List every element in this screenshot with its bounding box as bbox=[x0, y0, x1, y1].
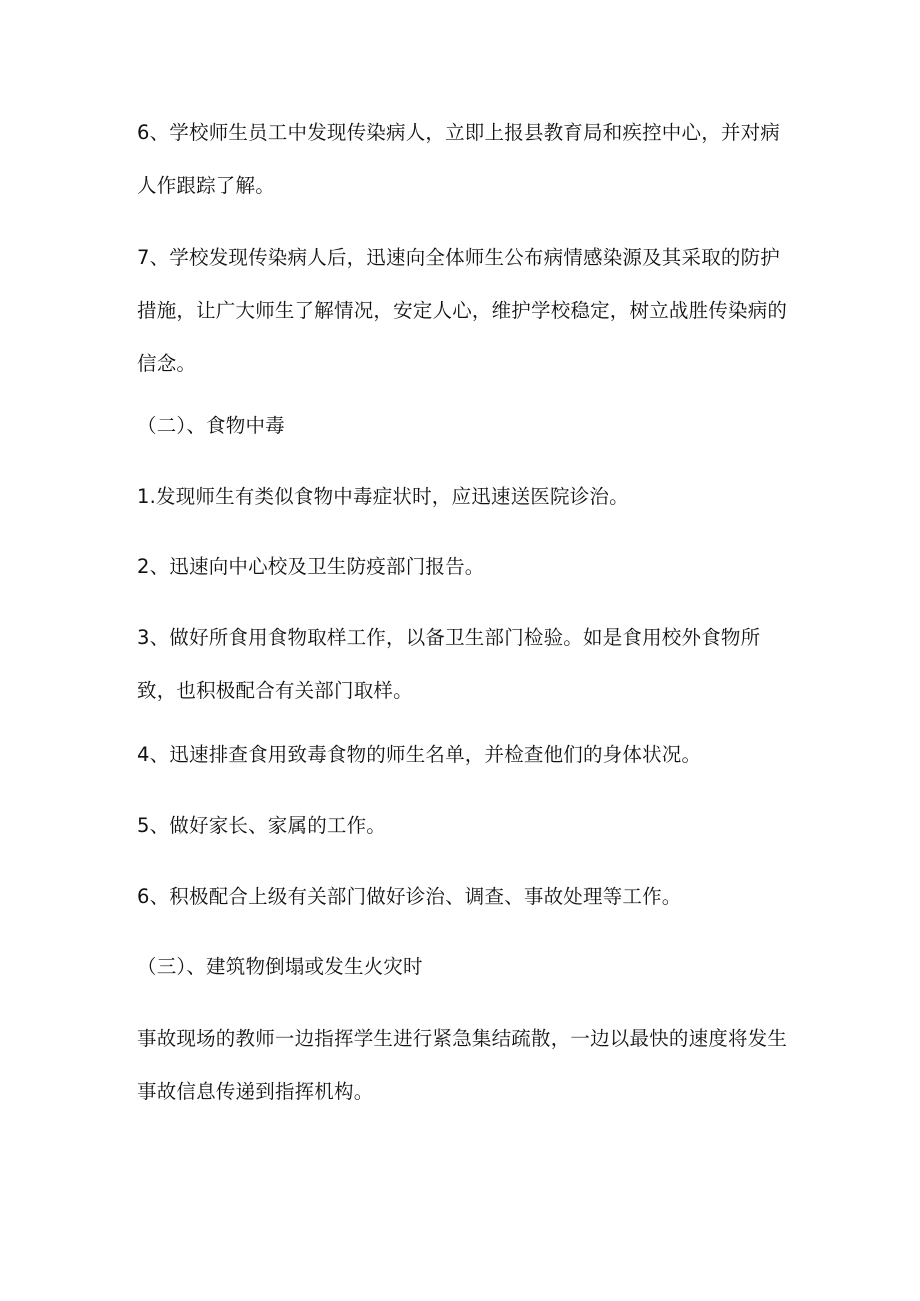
paragraph-food-item-3: 3、做好所食用食物取样工作，以备卫生部门检验。如是食用校外食物所致，也积极配合有关部门取样。 bbox=[137, 626, 761, 702]
paragraph-food-item-6: 6、积极配合上级有关部门做好诊治、调查、事故处理等工作。 bbox=[137, 885, 682, 908]
paragraph-infectious-item-7: 7、学校发现传染病人后，迅速向全体师生公布病情感染源及其采取的防护措施，让广大师生了解情况，安定人心，维护学校稳定，树立战胜传染病的信念。 bbox=[137, 246, 788, 375]
paragraph-food-item-2: 2、迅速向中心校及卫生防疫部门报告。 bbox=[137, 555, 485, 578]
paragraph-building-fire-response: 事故现场的教师一边指挥学生进行紧急集结疏散，一边以最快的速度将发生事故信息传递到指挥机构。 bbox=[137, 1027, 788, 1103]
paragraph-food-item-1: 1.发现师生有类似食物中毒症状时，应迅速送医院诊治。 bbox=[137, 485, 629, 508]
section-heading-building-collapse-fire: （三）、建筑物倒塌或发生火灾时 bbox=[137, 955, 423, 978]
paragraph-infectious-item-6: 6、学校师生员工中发现传染病人，立即上报县教育局和疾控中心，并对病人作跟踪了解。 bbox=[137, 121, 781, 197]
paragraph-food-item-4: 4、迅速排查食用致毒食物的师生名单，并检查他们的身体状况。 bbox=[137, 743, 702, 766]
section-heading-food-poisoning: （二）、食物中毒 bbox=[137, 414, 285, 437]
paragraph-food-item-5: 5、做好家长、家属的工作。 bbox=[137, 814, 387, 837]
